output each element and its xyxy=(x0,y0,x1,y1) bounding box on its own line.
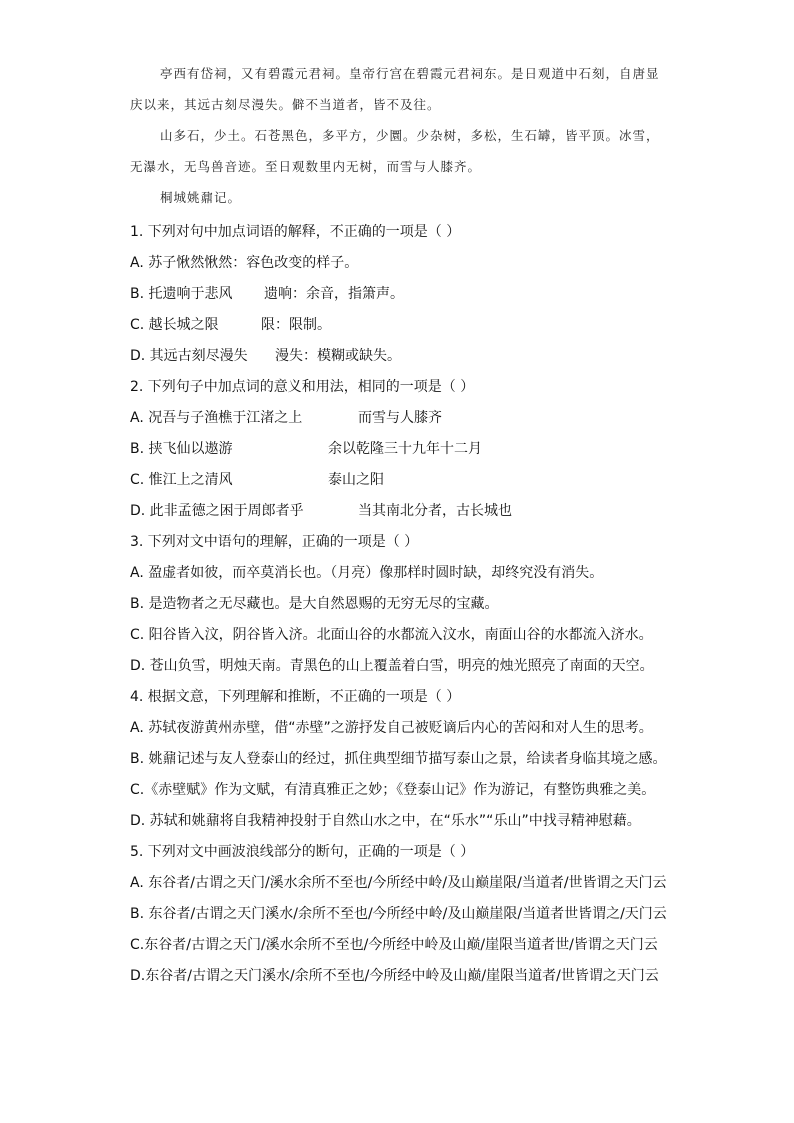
option-text: B. 托遗响于悲风 xyxy=(130,286,233,302)
question-stem: 5. 下列对文中画波浪线部分的断句，正确的一项是（ ） xyxy=(130,844,475,860)
question-stem: 4. 根据文意，下列理解和推断，不正确的一项是（ ） xyxy=(130,689,461,705)
questions xyxy=(130,217,670,992)
option-b: B. 东谷者/古谓之天门溪水/余所不至也/今所经中岭/及山巅崖限/当道者世皆谓之/天门云 xyxy=(130,906,667,922)
option-d xyxy=(130,341,670,372)
option-d: D. 苏轼和姚鼐将自我精神投射于自然山水之中，在“乐水”“乐山”中找寻精神慰藉。 xyxy=(130,813,641,829)
question-4 xyxy=(130,682,670,837)
option-c: C.《赤壁赋》作为文赋，有清真雅正之妙；《登泰山记》作为游记，有整饬典雅之美。 xyxy=(130,782,656,798)
option-d: D.东谷者/古谓之天门溪水/余所不至也/今所经中岭及山巅/崖限当道者/世皆谓之天门云 xyxy=(130,968,659,984)
option-comparison: 余以乾隆三十九年十二月 xyxy=(328,441,482,457)
option-explanation: 限：限制。 xyxy=(261,317,331,333)
option-b xyxy=(130,279,670,310)
option-b: B. 是造物者之无尽藏也。是大自然恩赐的无穷无尽的宝藏。 xyxy=(130,596,499,612)
option-text: A. 况吾与子渔樵于江渚之上 xyxy=(130,410,303,426)
option-explanation: 遗响：余音，指箫声。 xyxy=(264,286,404,302)
question-2 xyxy=(130,372,670,527)
question-stem: 3. 下列对文中语句的理解，正确的一项是（ ） xyxy=(130,534,419,550)
option-b: B. 姚鼐记述与友人登泰山的经过，抓住典型细节描写泰山之景，给读者身临其境之感。 xyxy=(130,751,667,767)
option-comparison: 泰山之阳 xyxy=(328,472,384,488)
option-comparison: 当其南北分者，古长城也 xyxy=(358,503,512,519)
passage-paragraph-1: 亭西有岱祠，又有碧霞元君祠。皇帝行宫在碧霞元君祠东。是日观道中石刻，自唐显庆以来，其远古刻尽漫失。僻不当道者，皆不及往。 xyxy=(130,66,660,112)
option-a xyxy=(130,248,670,279)
option-comparison: 而雪与人膝齐 xyxy=(358,410,442,426)
option-b xyxy=(130,434,670,465)
question-3 xyxy=(130,527,670,682)
option-a xyxy=(130,403,670,434)
option-d: D. 苍山负雪，明烛天南。青黑色的山上覆盖着白雪，明亮的烛光照亮了南面的天空。 xyxy=(130,658,654,674)
option-a: A. 苏轼夜游黄州赤壁，借“赤壁”之游抒发自己被贬谪后内心的苦闷和对人生的思考。 xyxy=(130,720,653,736)
passage-paragraph-2: 山多石，少土。石苍黑色，多平方，少圜。少杂树，多松，生石罅，皆平顶。冰雪，无瀑水，无鸟兽音迹。至日观数里内无树，而雪与人膝齐。 xyxy=(130,128,660,174)
option-c xyxy=(130,465,670,496)
passage xyxy=(130,58,665,213)
option-text: B. 挟飞仙以遨游 xyxy=(130,441,233,457)
option-c: C.东谷者/古谓之天门/溪水余所不至也/今所经中岭及山巅/崖限当道者世/皆谓之天门云 xyxy=(130,937,658,953)
option-a: A. 东谷者/古谓之天门/溪水余所不至也/今所经中岭/及山巅崖限/当道者/世皆谓之天门云 xyxy=(130,875,667,891)
option-c: C. 阳谷皆入汶，阴谷皆入济。北面山谷的水都流入汶水，南面山谷的水都流入济水。 xyxy=(130,627,653,643)
question-5 xyxy=(130,837,670,992)
option-text: C. 惟江上之清风 xyxy=(130,472,233,488)
option-c xyxy=(130,310,670,341)
option-text: C. 越长城之限 xyxy=(130,317,219,333)
option-text: D. 其远古刻尽漫失 xyxy=(130,348,248,364)
option-text: A. 苏子愀然愀然：容色改变的样子。 xyxy=(130,255,359,271)
passage-signature: 桐城姚鼐记。 xyxy=(160,190,242,205)
option-d xyxy=(130,496,670,527)
option-text: D. 此非孟德之困于周郎者乎 xyxy=(130,503,304,519)
question-stem: 1. 下列对句中加点词语的解释，不正确的一项是（ ） xyxy=(130,224,461,240)
option-explanation: 漫失：模糊或缺失。 xyxy=(275,348,401,364)
question-1 xyxy=(130,217,670,372)
option-a: A. 盈虚者如彼，而卒莫消长也。（月亮）像那样时圆时缺，却终究没有消失。 xyxy=(130,565,604,581)
question-stem: 2. 下列句子中加点词的意义和用法，相同的一项是（ ） xyxy=(130,379,475,395)
